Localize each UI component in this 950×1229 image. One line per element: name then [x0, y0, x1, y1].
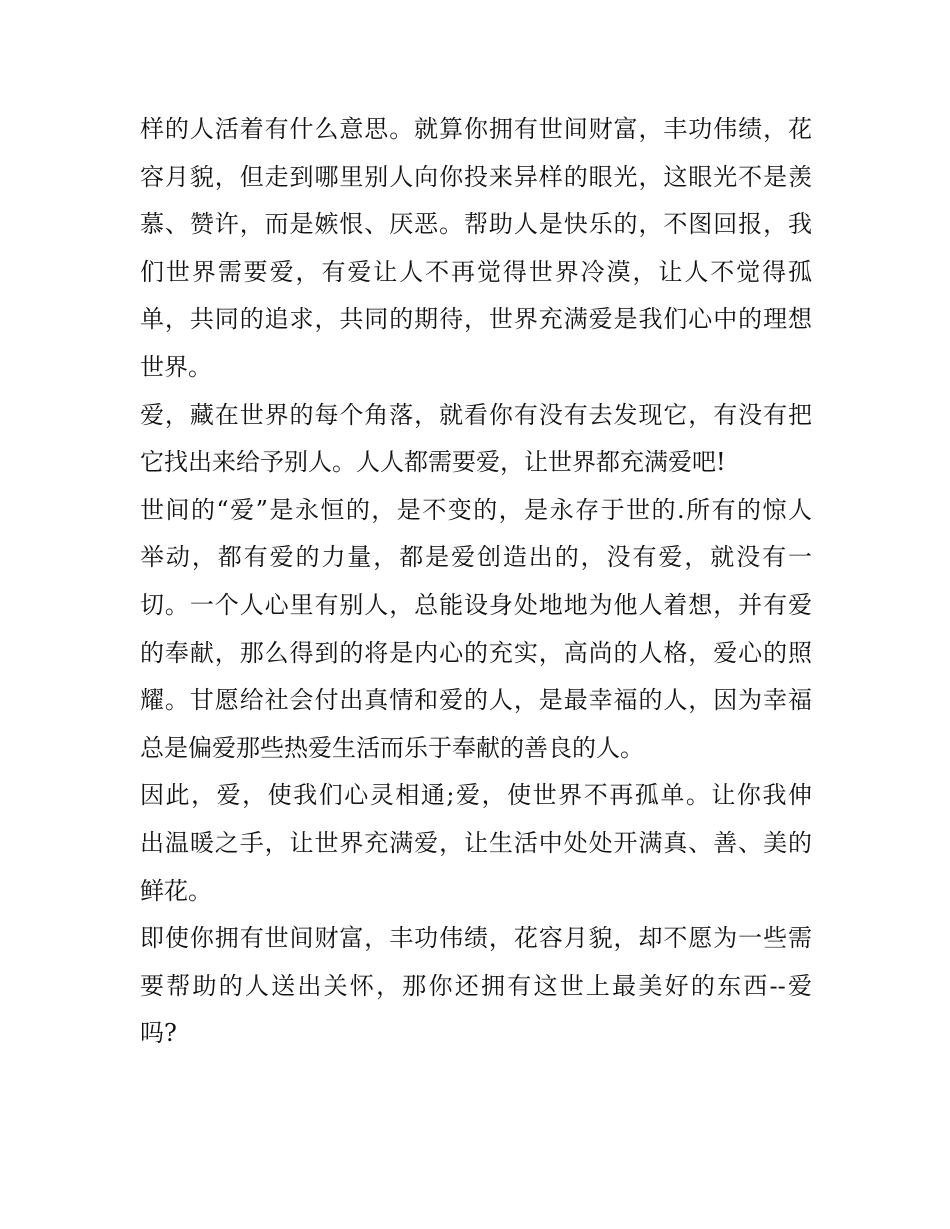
- paragraph: [140, 487, 812, 773]
- text-line: 样的人活着有什么意思。就算你拥有世间财富，丰功伟绩，花: [140, 115, 812, 143]
- paragraph: [140, 106, 812, 392]
- text-line: 即使你拥有世间财富，丰功伟绩，花容月貌，却不愿为一些需: [140, 924, 812, 953]
- text-line: 世间的“爱”是永恒的，是不变的，是永存于世的.所有的惊人: [140, 495, 812, 524]
- text-line: 的奉献，那么得到的将是内心的充实，高尚的人格，爱心的照: [140, 638, 812, 667]
- text-line: 切。一个人心里有别人，总能设身处地地为他人着想，并有爱: [140, 590, 812, 619]
- essay-body: [140, 106, 812, 1058]
- paragraph: [140, 915, 812, 1058]
- paragraph: [140, 772, 812, 915]
- text-line: 要帮助的人送出关怀，那你还拥有这世上最美好的东西--爱: [140, 971, 812, 1000]
- text-line: 举动，都有爱的力量，都是爱创造出的，没有爱，就没有一: [140, 543, 812, 572]
- text-line: 爱，藏在世界的每个角落，就看你有没有去发现它，有没有把: [140, 400, 812, 429]
- text-line: 耀。甘愿给社会付出真情和爱的人，是最幸福的人，因为幸福: [140, 686, 812, 715]
- text-line: 容月貌，但走到哪里别人向你投来异样的眼光，这眼光不是羡: [140, 162, 812, 191]
- text-line: 因此，爱，使我们心灵相通;爱，使世界不再孤单。让你我伸: [140, 781, 812, 810]
- text-line: 吗?: [140, 1019, 177, 1048]
- paragraph: [140, 392, 812, 487]
- text-line: 世界。: [140, 352, 212, 381]
- text-line: 它找出来给予别人。人人都需要爱，让世界都充满爱吧!: [140, 448, 726, 477]
- text-line: 鲜花。: [140, 876, 212, 905]
- text-line: 总是偏爱那些热爱生活而乐于奉献的善良的人。: [140, 733, 644, 762]
- text-line: 出温暖之手，让世界充满爱，让生活中处处开满真、善、美的: [140, 828, 812, 857]
- text-line: 慕、赞许，而是嫉恨、厌恶。帮助人是快乐的，不图回报，我: [140, 210, 812, 239]
- text-line: 单，共同的追求，共同的期待，世界充满爱是我们心中的理想: [140, 305, 812, 334]
- text-line: 们世界需要爱，有爱让人不再觉得世界冷漠，让人不觉得孤: [140, 257, 812, 286]
